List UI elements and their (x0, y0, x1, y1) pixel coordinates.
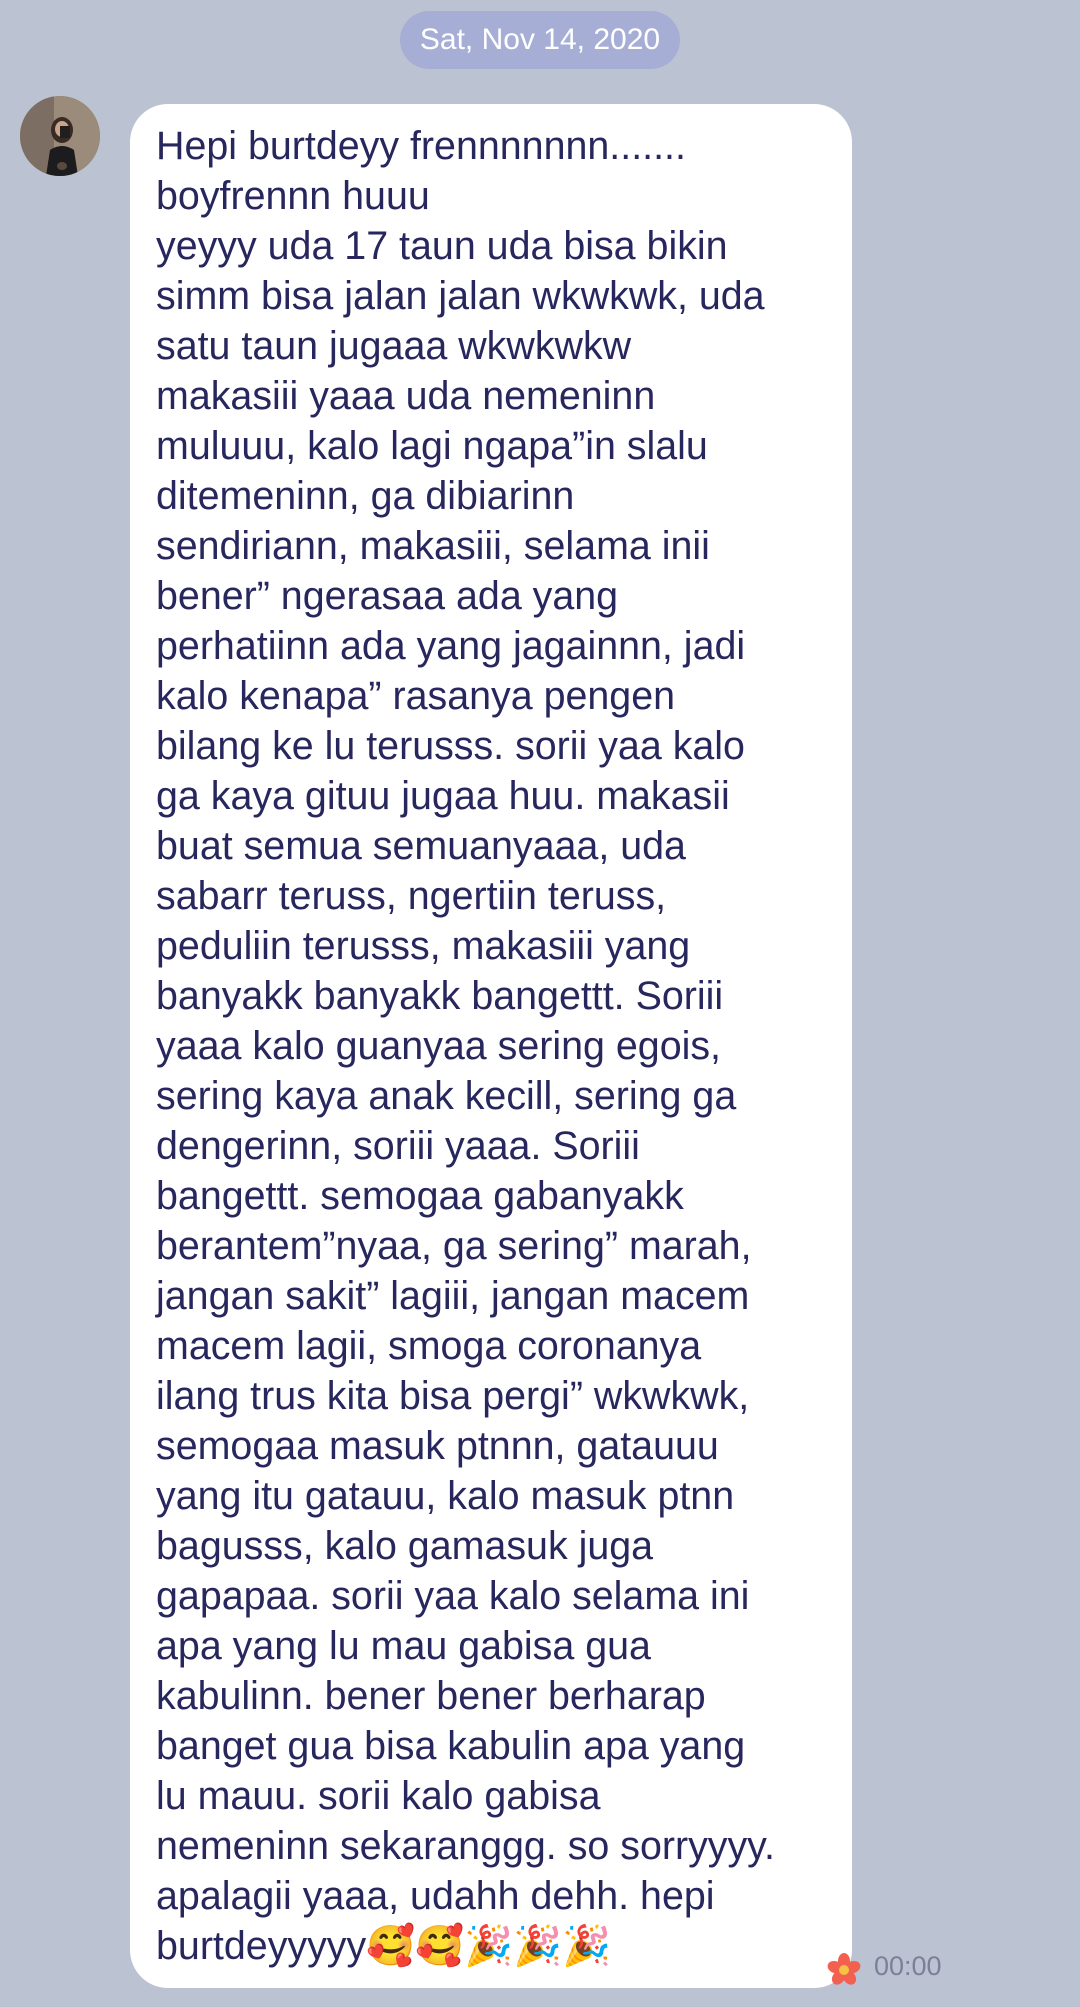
message-line: dengerinn, soriii yaaa. Soriii (156, 1124, 640, 1168)
avatar-photo (20, 96, 100, 176)
message-line: bener” ngerasaa ada yang (156, 574, 619, 618)
message-line: gapapaa. sorii yaa kalo selama ini (156, 1574, 750, 1618)
message-line: banyakk banyakk bangettt. Soriii (156, 974, 724, 1018)
message-bubble[interactable] (130, 104, 852, 1988)
message-line: buat semua semuanyaaa, uda (156, 824, 686, 868)
message-line: apalagii yaaa, udahh dehh. hepi (156, 1874, 715, 1918)
message-line: simm bisa jalan jalan wkwkwk, uda (156, 274, 765, 318)
message-line: jangan sakit” lagiii, jangan macem (156, 1274, 750, 1318)
message-line: lu mauu. sorii kalo gabisa (156, 1774, 601, 1818)
message-line: makasiii yaaa uda nemeninn (156, 374, 656, 418)
message-line: boyfrennn huuu (156, 174, 430, 218)
message-line: muluuu, kalo lagi ngapa”in slalu (156, 424, 708, 468)
message-line: sendiriann, makasiii, selama inii (156, 524, 710, 568)
message-line: berantem”nyaa, ga sering” marah, (156, 1224, 752, 1268)
message-line: semogaa masuk ptnnn, gatauuu (156, 1424, 719, 1468)
message-line: perhatiinn ada yang jagainnn, jadi (156, 624, 746, 668)
message-line: yeyyy uda 17 taun uda bisa bikin (156, 224, 728, 268)
message-line: ditemeninn, ga dibiarinn (156, 474, 575, 518)
message-line: sering kaya anak kecill, sering ga (156, 1074, 737, 1118)
avatar[interactable] (20, 96, 100, 176)
date-separator: Sat, Nov 14, 2020 (400, 11, 680, 69)
message-line: sabarr teruss, ngertiin teruss, (156, 874, 667, 918)
message-line: satu taun jugaaa wkwkwkw (156, 324, 632, 368)
message-line: banget gua bisa kabulin apa yang (156, 1724, 746, 1768)
message-line: apa yang lu mau gabisa gua (156, 1624, 651, 1668)
message-line: ga kaya gituu jugaa huu. makasii (156, 774, 730, 818)
message-line: kabulinn. bener bener berharap (156, 1674, 706, 1718)
message-line: kalo kenapa” rasanya pengen (156, 674, 676, 718)
message-line: macem lagii, smoga coronanya (156, 1324, 702, 1368)
message-line: yang itu gatauu, kalo masuk ptnn (156, 1474, 735, 1518)
message-line: bangettt. semogaa gabanyakk (156, 1174, 684, 1218)
message-line: Hepi burtdeyy frennnnnnn....... (156, 124, 686, 168)
message-line: burtdeyyyyy🥰🥰🎉🎉🎉 (156, 1924, 612, 1968)
message-line: peduliin terusss, makasiii yang (156, 924, 691, 968)
message-line: bagusss, kalo gamasuk juga (156, 1524, 654, 1568)
message-line: ilang trus kita bisa pergi” wkwkwk, (156, 1374, 750, 1418)
message-timestamp: 00:00 (874, 1951, 942, 1981)
message-line: yaaa kalo guanyaa sering egois, (156, 1024, 721, 1068)
message-text (156, 121, 832, 1971)
message-line: bilang ke lu terusss. sorii yaa kalo (156, 724, 745, 768)
flower-icon[interactable] (826, 1952, 862, 1988)
message-line: nemeninn sekaranggg. so sorryyyy. (156, 1824, 775, 1868)
